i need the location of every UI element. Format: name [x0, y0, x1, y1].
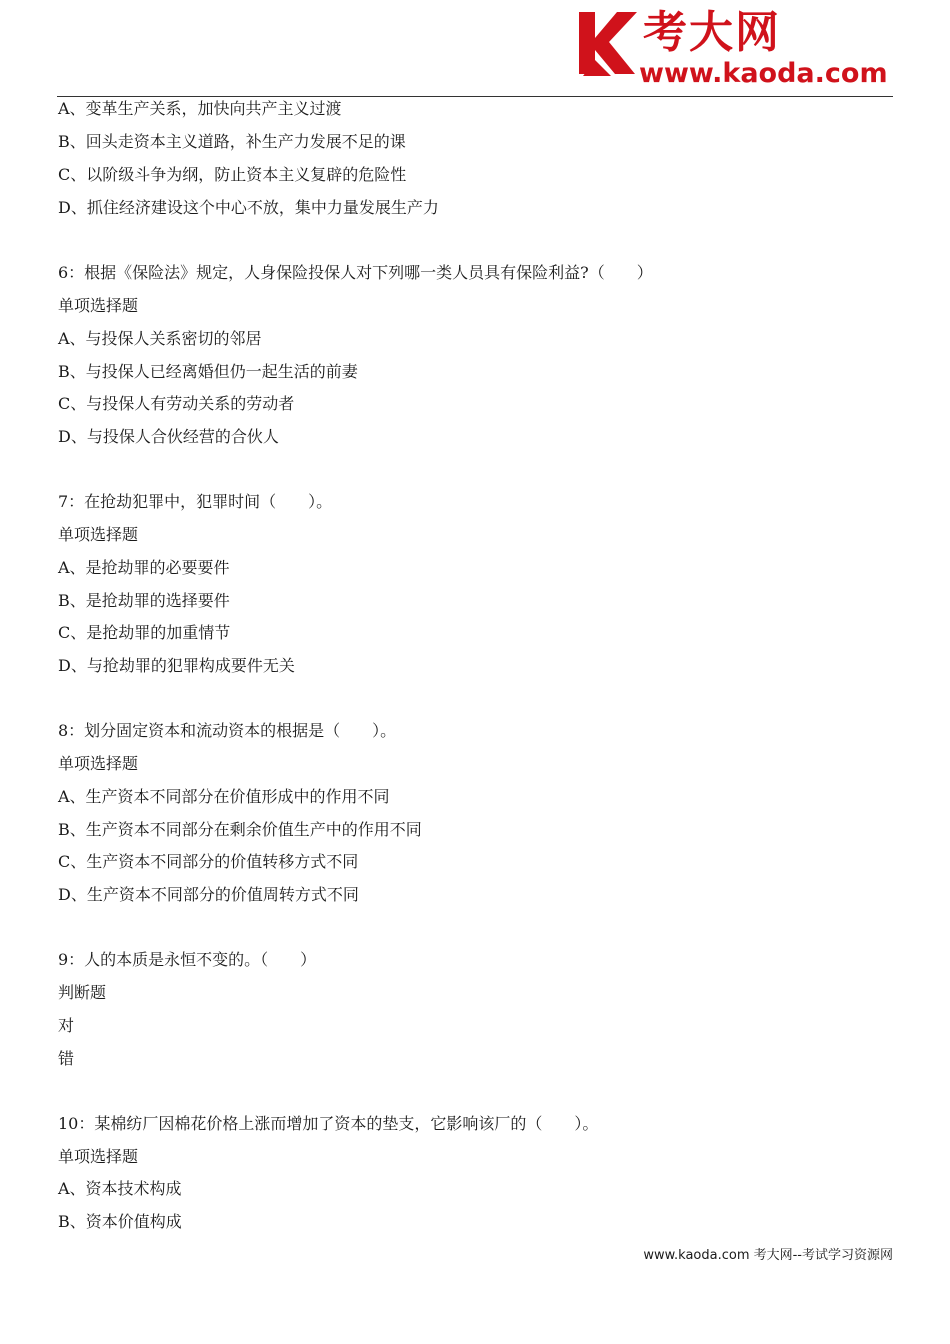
question-9: 9：人的本质是永恒不变的。（ ） — [58, 950, 317, 969]
option-true-q9: 对 — [58, 1016, 75, 1035]
option-b-q10: B、资本价值构成 — [58, 1212, 182, 1231]
option-c-q5: C、以阶级斗争为纲，防止资本主义复辟的危险性 — [58, 165, 407, 184]
option-b-q8: B、生产资本不同部分在剩余价值生产中的作用不同 — [58, 820, 422, 839]
page-footer[interactable]: www.kaoda.com 考大网--考试学习资源网 — [643, 1248, 893, 1263]
question-7: 7：在抢劫犯罪中，犯罪时间（ ）。 — [58, 492, 333, 511]
question-type-q6: 单项选择题 — [58, 296, 139, 315]
kaoda-logo[interactable] — [577, 8, 895, 92]
logo-chinese-text: 考大网 — [643, 7, 781, 58]
option-a-q5: A、变革生产关系，加快向共产主义过渡 — [58, 99, 342, 118]
question-type-q9: 判断题 — [58, 983, 107, 1002]
option-a-q10: A、资本技术构成 — [58, 1179, 182, 1198]
option-c-q6: C、与投保人有劳动关系的劳动者 — [58, 394, 295, 413]
option-d-q6: D、与投保人合伙经营的合伙人 — [58, 427, 279, 446]
option-b-q5: B、回头走资本主义道路，补生产力发展不足的课 — [58, 132, 406, 151]
question-type-q10: 单项选择题 — [58, 1147, 139, 1166]
option-a-q8: A、生产资本不同部分在价值形成中的作用不同 — [58, 787, 390, 806]
option-d-q5: D、抓住经济建设这个中心不放，集中力量发展生产力 — [58, 198, 439, 217]
question-type-q7: 单项选择题 — [58, 525, 139, 544]
option-d-q7: D、与抢劫罪的犯罪构成要件无关 — [58, 656, 295, 675]
logo-k-icon — [577, 8, 639, 78]
question-6: 6：根据《保险法》规定，人身保险投保人对下列哪一类人员具有保险利益?（ ） — [58, 263, 653, 282]
question-8: 8：划分固定资本和流动资本的根据是（ ）。 — [58, 721, 397, 740]
option-a-q7: A、是抢劫罪的必要要件 — [58, 558, 230, 577]
option-a-q6: A、与投保人关系密切的邻居 — [58, 329, 262, 348]
option-b-q7: B、是抢劫罪的选择要件 — [58, 591, 230, 610]
option-d-q8: D、生产资本不同部分的价值周转方式不同 — [58, 885, 359, 904]
option-b-q6: B、与投保人已经离婚但仍一起生活的前妻 — [58, 362, 358, 381]
header-divider — [57, 96, 893, 97]
option-c-q8: C、生产资本不同部分的价值转移方式不同 — [58, 852, 359, 871]
option-c-q7: C、是抢劫罪的加重情节 — [58, 623, 231, 642]
page-header — [0, 0, 950, 98]
option-false-q9: 错 — [58, 1049, 75, 1068]
question-10: 10：某棉纺厂因棉花价格上涨而增加了资本的垫支，它影响该厂的（ ）。 — [58, 1114, 599, 1133]
logo-url-text: www.kaoda.com — [639, 58, 888, 89]
question-type-q8: 单项选择题 — [58, 754, 139, 773]
